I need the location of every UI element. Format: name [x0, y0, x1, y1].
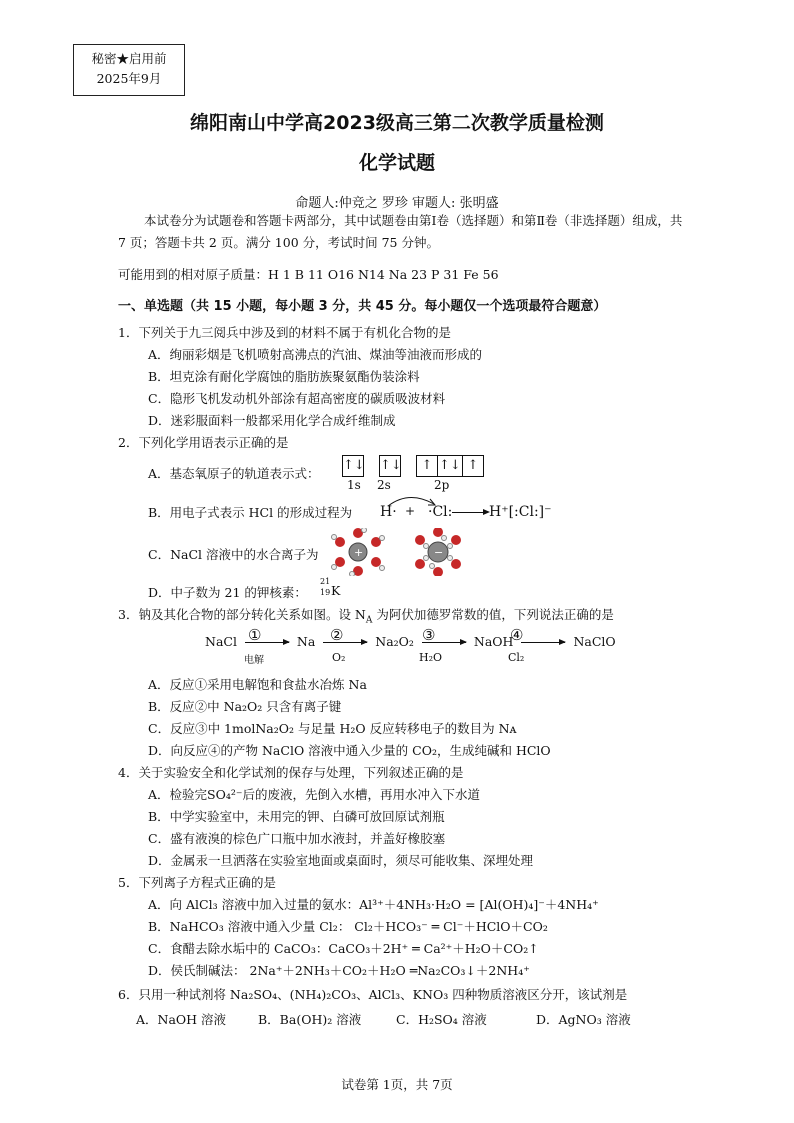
question-6-option-a: A．NaOH 溶液 — [136, 1012, 227, 1027]
question-1-option-b: B．坦克涂有耐化学腐蚀的脂肪族聚氨酯伪装涂料 — [148, 369, 420, 384]
step-4-label: ④ — [510, 626, 524, 644]
nuclide-mass-number: 21 — [320, 577, 331, 586]
hydrated-ions-figure — [330, 528, 480, 576]
reaction-arrow — [452, 512, 486, 513]
exam-date: 2025年9月 — [96, 71, 162, 86]
question-3-option-c: C．反应③中 1molNa₂O₂ 与足量 H₂O 反应转移电子的数目为 Nᴀ — [148, 721, 517, 736]
chain-nacl: NaCl — [205, 634, 237, 649]
orbital-label-1s: 1s — [347, 478, 361, 492]
question-2-option-a: A．基态氧原子的轨道表示式： — [148, 466, 320, 481]
intro-paragraph: 本试卷分为试题卷和答题卡两部分，其中试题卷由第Ⅰ卷（选择题）和第Ⅱ卷（非选择题）组成，共 7 页；答题卡共 2 页。满分 100 分，考试时间 75 分钟。 — [118, 213, 683, 250]
question-6-option-b: B．Ba(OH)₂ 溶液 — [258, 1012, 362, 1027]
question-2-option-d: D．中子数为 21 的钾核素： — [148, 585, 307, 600]
confidential-label: 秘密★启用前 — [91, 51, 167, 66]
avogadro-subscript: A — [365, 615, 373, 626]
orbital-label-2s: 2s — [377, 478, 391, 492]
question-3-option-d: D．向反应④的产物 NaClO 溶液中通入少量的 CO₂，生成纯碱和 HClO — [148, 743, 551, 758]
chain-na: Na — [296, 634, 316, 649]
chain-arrow-4 — [521, 642, 565, 643]
question-2-stem: 2．下列化学用语表示正确的是 — [118, 435, 289, 450]
question-3-option-a: A．反应①采用电解饱和食盐水冶炼 Na — [148, 677, 367, 692]
question-6-option-c: C．H₂SO₄ 溶液 — [396, 1012, 487, 1027]
question-4-option-b: B．中学实验室中，未用完的钾、白磷可放回原试剂瓶 — [148, 809, 445, 824]
exam-title: 绵阳南山中学高2023级高三第二次教学质量检测 — [190, 112, 604, 134]
question-2-option-c: C．NaCl 溶液中的水合离子为 — [148, 547, 319, 562]
question-5-option-c: C．食醋去除水垢中的 CaCO₃：CaCO₃＋2H⁺ ═ Ca²⁺＋H₂O＋CO₂↑ — [148, 941, 539, 956]
question-4-option-c: C．盛有液溴的棕色广口瓶中加水液封，并盖好橡胶塞 — [148, 831, 446, 846]
chain-naoh: NaOH — [473, 634, 514, 649]
question-5-option-b: B．NaHCO₃ 溶液中通入少量 Cl₂： Cl₂＋HCO₃⁻ ═ Cl⁻＋HClO＋CO₂ — [148, 919, 548, 934]
electron-transfer-curve — [384, 494, 444, 508]
step-3-label: ③ — [422, 626, 436, 644]
anion-sign: − — [434, 546, 444, 559]
question-5-option-a: A．向 AlCl₃ 溶液中加入过量的氨水：Al³⁺＋4NH₃·H₂O = [Al(OH)₄]⁻＋4NH₄⁺ — [148, 897, 599, 912]
exam-subject: 化学试题 — [358, 152, 435, 174]
question-4-option-a: A．检验完SO₄²⁻后的废液，先倒入水槽，再用水冲入下水道 — [148, 787, 480, 802]
hcl-h-atom: H· — [380, 504, 397, 520]
question-2-option-b: B．用电子式表示 HCl 的形成过程为 — [148, 505, 353, 520]
orbital-box-1s: ↑↓ — [342, 455, 364, 477]
hcl-cl-atom: ·Cl: — [428, 504, 453, 520]
step-1-label: ① — [248, 626, 262, 644]
question-3-option-b: B．反应②中 Na₂O₂ 只含有离子键 — [148, 699, 342, 714]
question-4-stem: 4．关于实验安全和化学试剂的保存与处理，下列叙述正确的是 — [118, 765, 464, 780]
question-5-stem: 5．下列离子方程式正确的是 — [118, 875, 276, 890]
cation-sign: + — [354, 546, 364, 559]
question-4-option-d: D．金属汞一旦洒落在实验室地面或桌面时，须尽可能收集、深埋处理 — [148, 853, 534, 868]
confidential-stamp — [73, 44, 185, 96]
question-5-option-d: D．侯氏制碱法： 2Na⁺＋2NH₃＋CO₂＋H₂O ═Na₂CO₃↓＋2NH₄⁺ — [148, 963, 530, 978]
orbital-diagram — [342, 455, 483, 477]
step-1-condition: 电解 — [244, 655, 264, 666]
section-heading: 一、单选题（共 15 小题，每小题 3 分，共 45 分。每小题仅一个选项最符合题意） — [118, 299, 607, 314]
step-3-condition: H₂O — [419, 651, 443, 664]
nuclide-symbol: K — [331, 583, 341, 598]
orbital-box-2p-3: ↑ — [462, 455, 484, 477]
step-4-condition: Cl₂ — [508, 651, 525, 664]
step-2-label: ② — [330, 626, 344, 644]
question-6-option-d: D．AgNO₃ 溶液 — [536, 1012, 631, 1027]
orbital-box-2p-2: ↑↓ — [437, 455, 463, 477]
question-1-option-d: D．迷彩服面料一般都采用化学合成纤维制成 — [148, 413, 396, 428]
question-6-stem: 6．只用一种试剂将 Na₂SO₄、(NH₄)₂CO₃、AlCl₃、KNO₃ 四种物质溶液区分开，该试剂是 — [118, 987, 628, 1002]
page-footer: 试卷第 1页，共 7页 — [341, 1077, 453, 1092]
authors-line: 命题人:仲竞之 罗珍 审题人: 张明盛 — [295, 196, 499, 211]
conversion-chain — [205, 634, 616, 649]
question-1-stem: 1．下列关于九三阅兵中涉及到的材料不属于有机化合物的是 — [118, 325, 451, 340]
question-1-option-a: A．绚丽彩烟是飞机喷射高沸点的汽油、煤油等油液而形成的 — [148, 347, 483, 362]
step-2-condition: O₂ — [332, 651, 346, 664]
question-1-option-c: C．隐形飞机发动机外部涂有超高密度的碳质吸波材料 — [148, 391, 446, 406]
orbital-box-2p-1: ↑ — [416, 455, 438, 477]
chain-naclo: NaClO — [573, 634, 616, 649]
orbital-box-2s: ↑↓ — [379, 455, 401, 477]
question-3-stem: 3．钠及其化合物的部分转化关系如图。设 $N_A$ 为阿伏加德罗常数的值，下列说法正确的是 — [118, 607, 614, 626]
orbital-label-2p: 2p — [434, 478, 450, 492]
nuclide-atomic-number: 19 — [320, 588, 331, 597]
atomic-masses: 可能用到的相对原子质量：H 1 B 11 O16 N14 Na 23 P 31 Fe 56 — [118, 267, 499, 282]
chain-na2o2: Na₂O₂ — [375, 634, 414, 649]
hcl-plus: + — [405, 504, 416, 518]
hcl-product: H⁺[:Cl:]⁻ — [489, 504, 552, 520]
